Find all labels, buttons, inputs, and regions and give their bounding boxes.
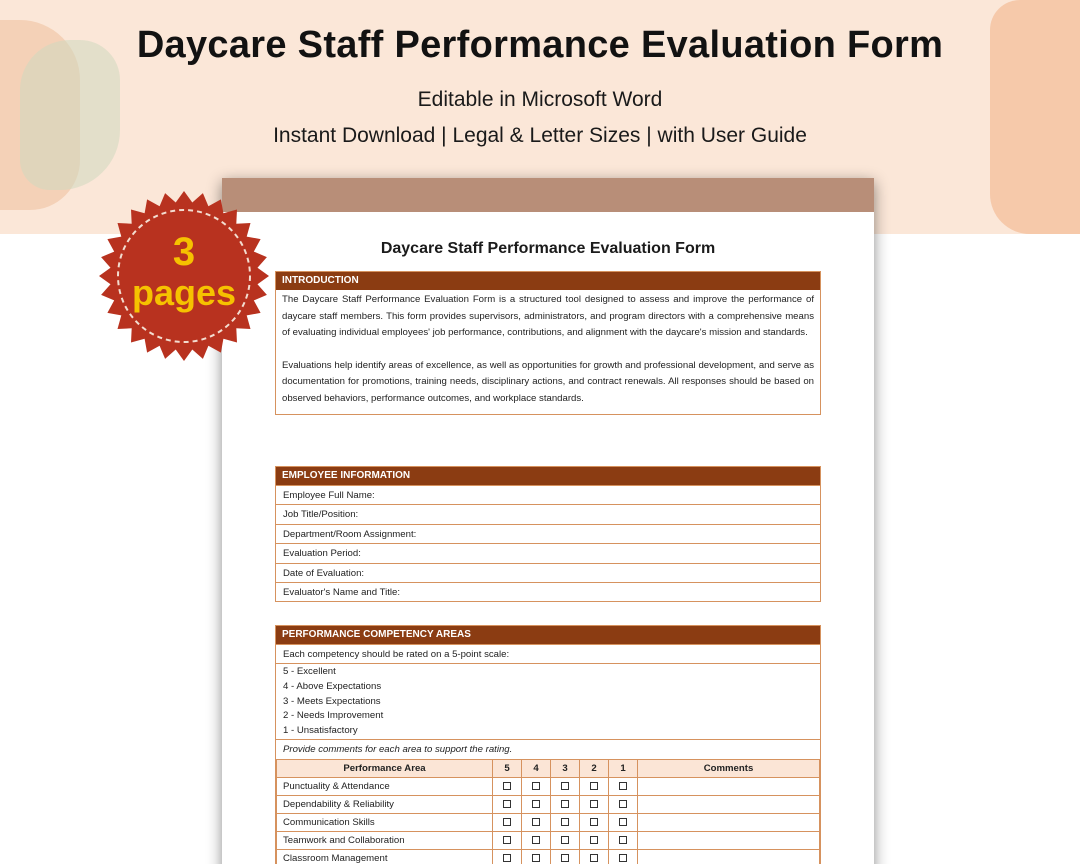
form-field[interactable]: Evaluation Period: xyxy=(276,543,820,562)
performance-area: Classroom Management xyxy=(277,849,493,864)
performance-area: Punctuality & Attendance xyxy=(277,777,493,795)
rating-checkbox[interactable] xyxy=(561,782,569,790)
section-heading: INTRODUCTION xyxy=(276,272,820,290)
column-header: Performance Area xyxy=(277,759,493,777)
column-header: 1 xyxy=(609,759,638,777)
table-row xyxy=(277,777,820,795)
page-count-badge xyxy=(98,190,270,362)
performance-area: Communication Skills xyxy=(277,813,493,831)
scale-intro: Each competency should be rated on a 5-point scale: xyxy=(276,644,820,663)
table-row xyxy=(277,849,820,864)
badge-label: pages xyxy=(131,272,237,313)
column-header: 4 xyxy=(522,759,551,777)
introduction-paragraph: The Daycare Staff Performance Evaluation Form is a structured tool designed to assess and improve the performance of daycare staff members. This form provides supervisors, administrators, and program directors with a comprehensive means of evaluating individual employees' job performance, contributions, and alignment with the daycare's mission and standards. xyxy=(282,294,814,339)
rating-checkbox[interactable] xyxy=(532,782,540,790)
comments-note: Provide comments for each area to support the rating. xyxy=(276,739,820,758)
rating-checkbox[interactable] xyxy=(503,854,511,862)
document-preview xyxy=(222,178,874,864)
rating-checkbox[interactable] xyxy=(561,800,569,808)
section-heading: PERFORMANCE COMPETENCY AREAS xyxy=(276,626,820,644)
rating-checkbox[interactable] xyxy=(503,836,511,844)
scale-item: 4 - Above Expectations xyxy=(283,680,382,692)
performance-area: Teamwork and Collaboration xyxy=(277,831,493,849)
rating-checkbox[interactable] xyxy=(532,800,540,808)
form-field[interactable]: Employee Full Name: xyxy=(276,485,820,504)
section-heading: EMPLOYEE INFORMATION xyxy=(276,467,820,485)
performance-area: Dependability & Reliability xyxy=(277,795,493,813)
scale-item: 2 - Needs Improvement xyxy=(283,710,384,722)
form-field[interactable]: Job Title/Position: xyxy=(276,504,820,523)
competency-table xyxy=(276,759,820,864)
rating-checkbox[interactable] xyxy=(532,854,540,862)
rating-checkbox[interactable] xyxy=(590,836,598,844)
rating-checkbox[interactable] xyxy=(561,836,569,844)
introduction-text xyxy=(276,290,820,414)
banner-subtitle: Editable in Microsoft Word xyxy=(417,88,663,111)
rating-checkbox[interactable] xyxy=(561,818,569,826)
rating-checkbox[interactable] xyxy=(619,782,627,790)
table-header-row xyxy=(277,759,820,777)
rating-checkbox[interactable] xyxy=(503,818,511,826)
introduction-section xyxy=(275,271,821,415)
table-row xyxy=(277,813,820,831)
banner-title: Daycare Staff Performance Evaluation Form xyxy=(136,24,944,66)
rating-checkbox[interactable] xyxy=(590,800,598,808)
comments-cell[interactable] xyxy=(638,795,820,813)
rating-checkbox[interactable] xyxy=(561,854,569,862)
rating-checkbox[interactable] xyxy=(590,854,598,862)
rating-checkbox[interactable] xyxy=(619,800,627,808)
rating-checkbox[interactable] xyxy=(590,782,598,790)
rating-checkbox[interactable] xyxy=(590,818,598,826)
comments-cell[interactable] xyxy=(638,813,820,831)
introduction-paragraph: Evaluations help identify areas of excellence, as well as opportunities for growth and professional development, and serve as documentation for promotions, training needs, disciplinary actions, and contract renewals. All responses should be based on observed behaviors, performance outcomes, and workplace standards. xyxy=(282,359,814,404)
column-header: 2 xyxy=(580,759,609,777)
rating-checkbox[interactable] xyxy=(619,836,627,844)
table-row xyxy=(277,831,820,849)
rating-checkbox[interactable] xyxy=(503,800,511,808)
rating-checkbox[interactable] xyxy=(619,854,627,862)
document-title: Daycare Staff Performance Evaluation Form xyxy=(380,240,716,257)
table-row xyxy=(277,795,820,813)
competency-section xyxy=(275,625,821,864)
banner-features: Instant Download | Legal & Letter Sizes | with User Guide xyxy=(273,124,807,147)
comments-cell[interactable] xyxy=(638,849,820,864)
column-header: 3 xyxy=(551,759,580,777)
rating-checkbox[interactable] xyxy=(532,836,540,844)
form-field[interactable]: Department/Room Assignment: xyxy=(276,524,820,543)
document-top-band xyxy=(222,178,874,212)
comments-cell[interactable] xyxy=(638,777,820,795)
form-field[interactable]: Evaluator's Name and Title: xyxy=(276,582,820,601)
employee-information-section xyxy=(275,466,821,602)
rating-checkbox[interactable] xyxy=(532,818,540,826)
column-header: Comments xyxy=(638,759,820,777)
rating-checkbox[interactable] xyxy=(503,782,511,790)
form-field[interactable]: Date of Evaluation: xyxy=(276,563,820,582)
rating-checkbox[interactable] xyxy=(619,818,627,826)
scale-item: 1 - Unsatisfactory xyxy=(283,724,358,736)
comments-cell[interactable] xyxy=(638,831,820,849)
column-header: 5 xyxy=(493,759,522,777)
scale-item: 5 - Excellent xyxy=(283,666,336,678)
badge-number: 3 xyxy=(172,230,196,274)
rating-scale xyxy=(276,663,820,739)
scale-item: 3 - Meets Expectations xyxy=(283,695,381,707)
